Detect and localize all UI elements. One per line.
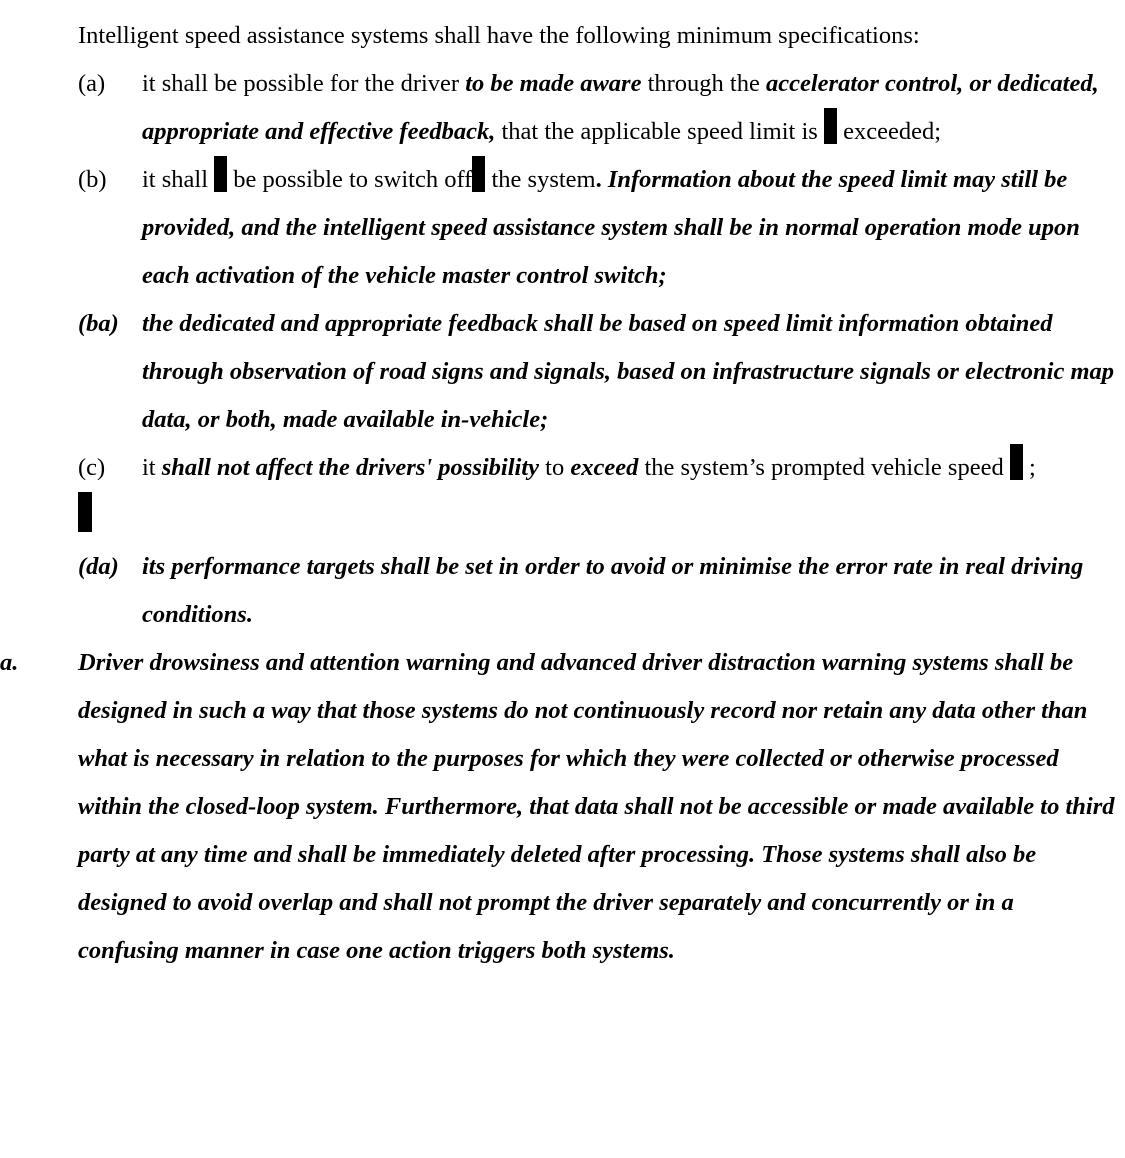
text-run: exceed bbox=[570, 454, 639, 481]
item-text-c bbox=[142, 454, 1036, 481]
text-run: shall not affect the drivers' possibility bbox=[161, 454, 540, 481]
closing-label: a. bbox=[0, 649, 19, 676]
list-item-b bbox=[78, 156, 1118, 300]
text-run: the system’s prompted vehicle speed bbox=[638, 454, 1010, 481]
text-run: Information about the speed limit may still be provided, and the intelligent speed assistance system shall be in normal operation mode upon each activation of the vehicle master control switch; bbox=[142, 166, 1080, 289]
list-item-ba bbox=[78, 300, 1118, 444]
item-text-da bbox=[142, 553, 1083, 628]
text-run: it shall be possible for the driver bbox=[142, 70, 466, 97]
text-run: its performance targets shall be set in order to avoid or minimise the error rate in real driving conditions. bbox=[142, 553, 1084, 628]
intro-paragraph: Intelligent speed assistance systems shall have the following minimum specifications: bbox=[78, 22, 920, 49]
text-run: to bbox=[539, 454, 571, 481]
item-label-ba: (ba) bbox=[78, 310, 119, 337]
change-marker bbox=[824, 108, 837, 144]
change-marker bbox=[1010, 444, 1023, 480]
change-marker bbox=[472, 156, 485, 192]
text-run: accelerator control, or dedicated, appropriate and effective feedback, bbox=[142, 70, 1099, 145]
text-run: . bbox=[595, 166, 602, 193]
item-text-ba bbox=[142, 310, 1114, 433]
list-item-da bbox=[78, 543, 1118, 639]
item-text-a bbox=[142, 70, 1099, 145]
text-run: ; bbox=[1022, 454, 1036, 481]
text-run: be possible to switch off bbox=[227, 166, 473, 193]
text-run: through the bbox=[641, 70, 766, 97]
change-marker bbox=[214, 156, 227, 192]
closing-text bbox=[78, 649, 1115, 964]
standalone-change-marker-line bbox=[78, 492, 1118, 543]
text-run: it bbox=[142, 454, 162, 481]
text-run: that the applicable speed limit is bbox=[495, 118, 824, 145]
item-label-c: (c) bbox=[78, 454, 106, 481]
text-run: exceeded; bbox=[836, 118, 942, 145]
closing-paragraph bbox=[0, 639, 1118, 975]
text-run: Driver drowsiness and attention warning and advanced driver distraction warning systems shall be designed in such a way that those systems do not continuously record nor retain any data other than what is necessary in relation to the purposes for which they were collected or otherwise processed within the closed-loop system. Furthermore, that data shall not be accessible or made available to third party at any time and shall be immediately deleted after processing. Those systems shall also be designed to avoid overlap and shall not prompt the driver separately and concurrently or in a confusing manner in case one action triggers both systems. bbox=[78, 649, 1115, 964]
item-label-b: (b) bbox=[78, 166, 107, 193]
item-text-b bbox=[142, 166, 1080, 289]
text-run: the dedicated and appropriate feedback shall be based on speed limit information obtained through observation of road signs and signals, based on infrastructure signals or electronic map data, or both, made available in-vehicle; bbox=[142, 310, 1115, 433]
list-item-c bbox=[78, 444, 1118, 492]
change-marker bbox=[78, 492, 92, 532]
list-item-a bbox=[78, 60, 1118, 156]
text-run: it shall bbox=[142, 166, 215, 193]
item-label-a: (a) bbox=[78, 70, 106, 97]
text-run: to be made aware bbox=[465, 70, 642, 97]
text-run: the system bbox=[485, 166, 596, 193]
item-label-da: (da) bbox=[78, 553, 119, 580]
